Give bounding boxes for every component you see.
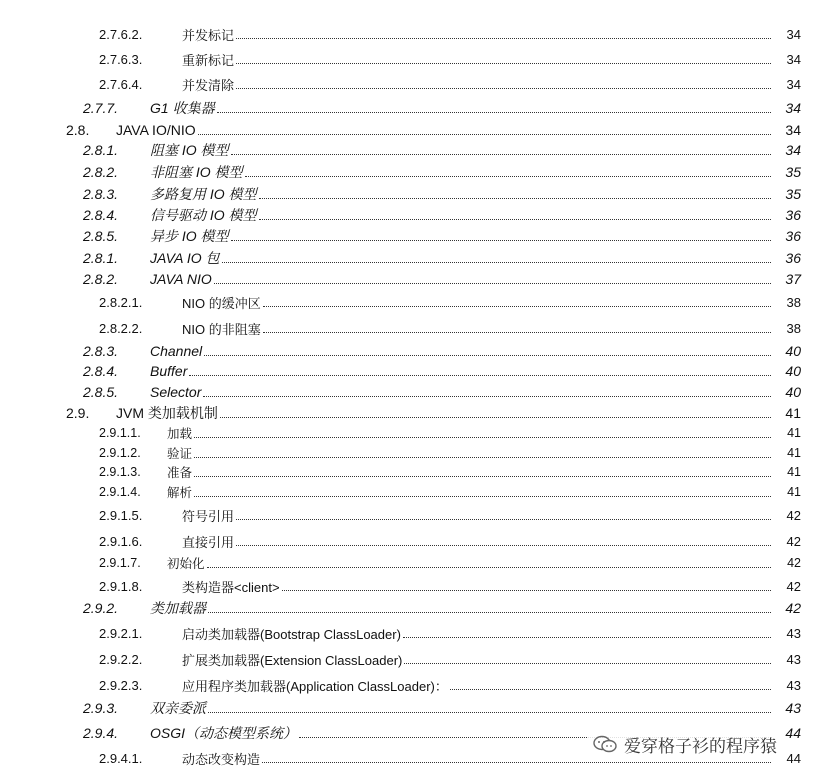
toc-entry[interactable] bbox=[0, 98, 831, 118]
toc-entry-title: 扩展类加载器(Extension ClassLoader) bbox=[182, 652, 403, 668]
toc-entry-title: 加载 bbox=[167, 427, 193, 441]
dot-leader bbox=[245, 176, 771, 177]
toc-entry-page: 41 bbox=[787, 426, 801, 440]
toc-entry-page: 34 bbox=[785, 122, 801, 138]
toc-entry-number: 2.8.5. bbox=[83, 384, 119, 400]
toc-entry[interactable] bbox=[0, 403, 831, 423]
toc-entry-number: 2.9.2.1. bbox=[99, 625, 143, 641]
toc-entry-page: 42 bbox=[786, 578, 801, 594]
toc-entry-number: 2.8.3. bbox=[83, 343, 119, 359]
toc-entry-page: 35 bbox=[785, 186, 801, 202]
toc-entry-page: 42 bbox=[786, 507, 801, 523]
toc-entry[interactable] bbox=[0, 531, 831, 551]
toc-entry-title: OSGI（动态模型系统） bbox=[150, 725, 298, 741]
toc-entry-number: 2.9.4. bbox=[83, 725, 119, 741]
toc-entry[interactable] bbox=[0, 248, 831, 268]
toc-entry-page: 34 bbox=[786, 26, 801, 42]
wechat-icon bbox=[592, 735, 618, 753]
dot-leader bbox=[214, 283, 771, 284]
toc-entry-page: 40 bbox=[785, 343, 801, 359]
toc-entry-title: 类构造器<client> bbox=[182, 579, 280, 595]
toc-entry[interactable] bbox=[0, 482, 831, 502]
toc-entry-page: 41 bbox=[787, 485, 801, 499]
dot-leader bbox=[282, 590, 771, 591]
watermark-text: 爱穿格子衫的程序猿 bbox=[624, 736, 777, 756]
toc-entry[interactable] bbox=[0, 576, 831, 596]
toc-entry-title: JAVA NIO bbox=[150, 271, 212, 287]
toc-entry-number: 2.9.1.8. bbox=[99, 578, 143, 594]
toc-entry[interactable] bbox=[0, 598, 831, 618]
toc-entry-page: 42 bbox=[785, 600, 801, 616]
toc-entry-number: 2.9.1.4. bbox=[99, 485, 141, 499]
toc-entry-title: Buffer bbox=[150, 363, 188, 379]
toc-entry[interactable] bbox=[0, 649, 831, 669]
dot-leader bbox=[236, 38, 771, 39]
toc-entry-title: 非阻塞 IO 模型 bbox=[150, 164, 243, 180]
toc-entry-number: 2.9.4.1. bbox=[99, 750, 143, 766]
toc-entry-title: Channel bbox=[150, 343, 203, 359]
toc-entry-page: 43 bbox=[785, 700, 801, 716]
toc-entry-page: 38 bbox=[786, 320, 801, 336]
dot-leader bbox=[194, 496, 771, 497]
toc-entry-number: 2.7.6.4. bbox=[99, 76, 143, 92]
toc-entry-page: 38 bbox=[786, 294, 801, 310]
dot-leader bbox=[207, 567, 771, 568]
toc-entry-number: 2.8.3. bbox=[83, 186, 119, 202]
toc-entry[interactable] bbox=[0, 184, 831, 204]
toc-entry-number: 2.7.7. bbox=[83, 100, 119, 116]
toc-entry-title: 多路复用 IO 模型 bbox=[150, 186, 257, 202]
toc-entry[interactable] bbox=[0, 120, 831, 140]
toc-entry-page: 36 bbox=[785, 207, 801, 223]
toc-entry-page: 34 bbox=[785, 142, 801, 158]
dot-leader bbox=[203, 396, 771, 397]
toc-entry-title: 解析 bbox=[167, 486, 193, 500]
dot-leader bbox=[220, 417, 771, 418]
toc-entry-page: 41 bbox=[787, 446, 801, 460]
toc-entry-number: 2.8.2.2. bbox=[99, 320, 143, 336]
toc-entry[interactable] bbox=[0, 140, 831, 160]
toc-entry-title: 异步 IO 模型 bbox=[150, 228, 229, 244]
toc-entry-title: NIO 的非阻塞 bbox=[182, 321, 261, 337]
toc-entry-title: 初始化 bbox=[167, 557, 205, 571]
toc-entry[interactable] bbox=[0, 341, 831, 361]
dot-leader bbox=[262, 762, 771, 763]
toc-entry-page: 40 bbox=[785, 363, 801, 379]
dot-leader bbox=[259, 219, 771, 220]
toc-entry-number: 2.9.1.1. bbox=[99, 426, 141, 440]
toc-entry-number: 2.9.2. bbox=[83, 600, 119, 616]
toc-entry-page: 36 bbox=[785, 250, 801, 266]
toc-entry-title: G1 收集器 bbox=[150, 100, 215, 116]
toc-entry-title: 验证 bbox=[167, 447, 193, 461]
toc-entry[interactable] bbox=[0, 423, 831, 443]
toc-entry[interactable] bbox=[0, 675, 831, 695]
dot-leader bbox=[259, 198, 771, 199]
toc-entry-title: 动态改变构造 bbox=[182, 751, 261, 767]
toc-entry-number: 2.8.2. bbox=[83, 164, 119, 180]
toc-entry-page: 41 bbox=[785, 405, 801, 421]
toc-entry-page: 35 bbox=[785, 164, 801, 180]
dot-leader bbox=[403, 637, 771, 638]
toc-entry-title: 并发清除 bbox=[182, 77, 235, 93]
dot-leader bbox=[204, 355, 771, 356]
toc-entry-number: 2.9.2.2. bbox=[99, 651, 143, 667]
toc-entry-page: 43 bbox=[786, 651, 801, 667]
toc-entry[interactable] bbox=[0, 49, 831, 69]
toc-entry-page: 41 bbox=[787, 465, 801, 479]
toc-entry-page: 40 bbox=[785, 384, 801, 400]
toc-entry-title: 阻塞 IO 模型 bbox=[150, 142, 229, 158]
toc-entry[interactable] bbox=[0, 269, 831, 289]
toc-entry[interactable] bbox=[0, 361, 831, 381]
dot-leader bbox=[236, 519, 771, 520]
toc-entry-title: 应用程序类加载器(Application ClassLoader)： bbox=[182, 678, 448, 694]
toc-entry-number: 2.7.6.2. bbox=[99, 26, 143, 42]
toc-entry[interactable] bbox=[0, 553, 831, 573]
toc-entry-title: 信号驱动 IO 模型 bbox=[150, 207, 257, 223]
toc-entry-title: 类加载器 bbox=[150, 600, 206, 616]
toc-entry-page: 43 bbox=[786, 677, 801, 693]
dot-leader bbox=[404, 663, 771, 664]
toc-entry[interactable] bbox=[0, 162, 831, 182]
dot-leader bbox=[208, 712, 771, 713]
toc-entry[interactable] bbox=[0, 505, 831, 525]
toc-entry-page: 36 bbox=[785, 228, 801, 244]
dot-leader bbox=[231, 240, 771, 241]
toc-entry-title: NIO 的缓冲区 bbox=[182, 295, 261, 311]
dot-leader bbox=[198, 134, 771, 135]
dot-leader bbox=[222, 262, 771, 263]
toc-entry-number: 2.8.1. bbox=[83, 142, 119, 158]
toc-entry-title: JAVA IO/NIO bbox=[116, 122, 196, 138]
dot-leader bbox=[263, 332, 771, 333]
dot-leader bbox=[194, 476, 771, 477]
toc-entry[interactable] bbox=[0, 205, 831, 225]
toc-entry-number: 2.7.6.3. bbox=[99, 51, 143, 67]
toc-entry-page: 42 bbox=[786, 533, 801, 549]
toc-entry-number: 2.9.1.6. bbox=[99, 533, 143, 549]
toc-entry[interactable] bbox=[0, 292, 831, 312]
toc-entry-title: JVM 类加载机制 bbox=[116, 405, 218, 421]
toc-entry-number: 2.9.3. bbox=[83, 700, 119, 716]
dot-leader bbox=[208, 612, 771, 613]
toc-entry-title: 重新标记 bbox=[182, 52, 235, 68]
toc-entry-title: Selector bbox=[150, 384, 202, 400]
dot-leader bbox=[231, 154, 771, 155]
toc-entry-number: 2.8.4. bbox=[83, 363, 119, 379]
toc-entry-number: 2.8.5. bbox=[83, 228, 119, 244]
toc-entry-number: 2.9.2.3. bbox=[99, 677, 143, 693]
toc-entry-number: 2.8.4. bbox=[83, 207, 119, 223]
toc-entry-title: 符号引用 bbox=[182, 508, 235, 524]
dot-leader bbox=[450, 689, 771, 690]
dot-leader bbox=[194, 437, 771, 438]
toc-entry-page: 43 bbox=[786, 625, 801, 641]
toc-entry-number: 2.9.1.7. bbox=[99, 556, 141, 570]
dot-leader bbox=[236, 545, 771, 546]
toc-entry-page: 42 bbox=[787, 556, 801, 570]
toc-entry[interactable] bbox=[0, 226, 831, 246]
toc-entry[interactable] bbox=[0, 698, 831, 718]
toc-entry-page: 37 bbox=[785, 271, 801, 287]
toc-entry-number: 2.9.1.2. bbox=[99, 446, 141, 460]
toc-entry-page: 34 bbox=[786, 51, 801, 67]
toc-entry-number: 2.9.1.3. bbox=[99, 465, 141, 479]
toc-entry-number: 2.8.1. bbox=[83, 250, 119, 266]
dot-leader bbox=[263, 306, 771, 307]
toc-entry-page: 34 bbox=[785, 100, 801, 116]
toc-entry-title: 并发标记 bbox=[182, 27, 235, 43]
toc-entry[interactable] bbox=[0, 443, 831, 463]
toc-entry-number: 2.8.2.1. bbox=[99, 294, 143, 310]
dot-leader bbox=[236, 63, 771, 64]
toc-entry-title: 准备 bbox=[167, 466, 193, 480]
toc-entry-page: 34 bbox=[786, 76, 801, 92]
watermark bbox=[588, 731, 781, 757]
toc-entry-number: 2.9.1.5. bbox=[99, 507, 143, 523]
toc-entry[interactable] bbox=[0, 74, 831, 94]
toc-entry-title: 双亲委派 bbox=[150, 700, 206, 716]
toc-entry-title: 启动类加载器(Bootstrap ClassLoader) bbox=[182, 626, 401, 642]
toc-entry-page: 44 bbox=[786, 750, 801, 766]
dot-leader bbox=[217, 112, 771, 113]
toc-entry[interactable] bbox=[0, 24, 831, 44]
toc-entry-number: 2.8.2. bbox=[83, 271, 119, 287]
toc-entry-page: 44 bbox=[785, 725, 801, 741]
toc-entry-number: 2.9. bbox=[66, 405, 90, 421]
toc-entry[interactable] bbox=[0, 382, 831, 402]
dot-leader bbox=[194, 457, 771, 458]
toc-entry[interactable] bbox=[0, 318, 831, 338]
dot-leader bbox=[236, 88, 771, 89]
toc-entry-title: 直接引用 bbox=[182, 534, 235, 550]
toc-entry-number: 2.8. bbox=[66, 122, 90, 138]
toc-entry[interactable] bbox=[0, 462, 831, 482]
toc-entry[interactable] bbox=[0, 623, 831, 643]
toc-entry-title: JAVA IO 包 bbox=[150, 250, 220, 266]
dot-leader bbox=[189, 375, 771, 376]
